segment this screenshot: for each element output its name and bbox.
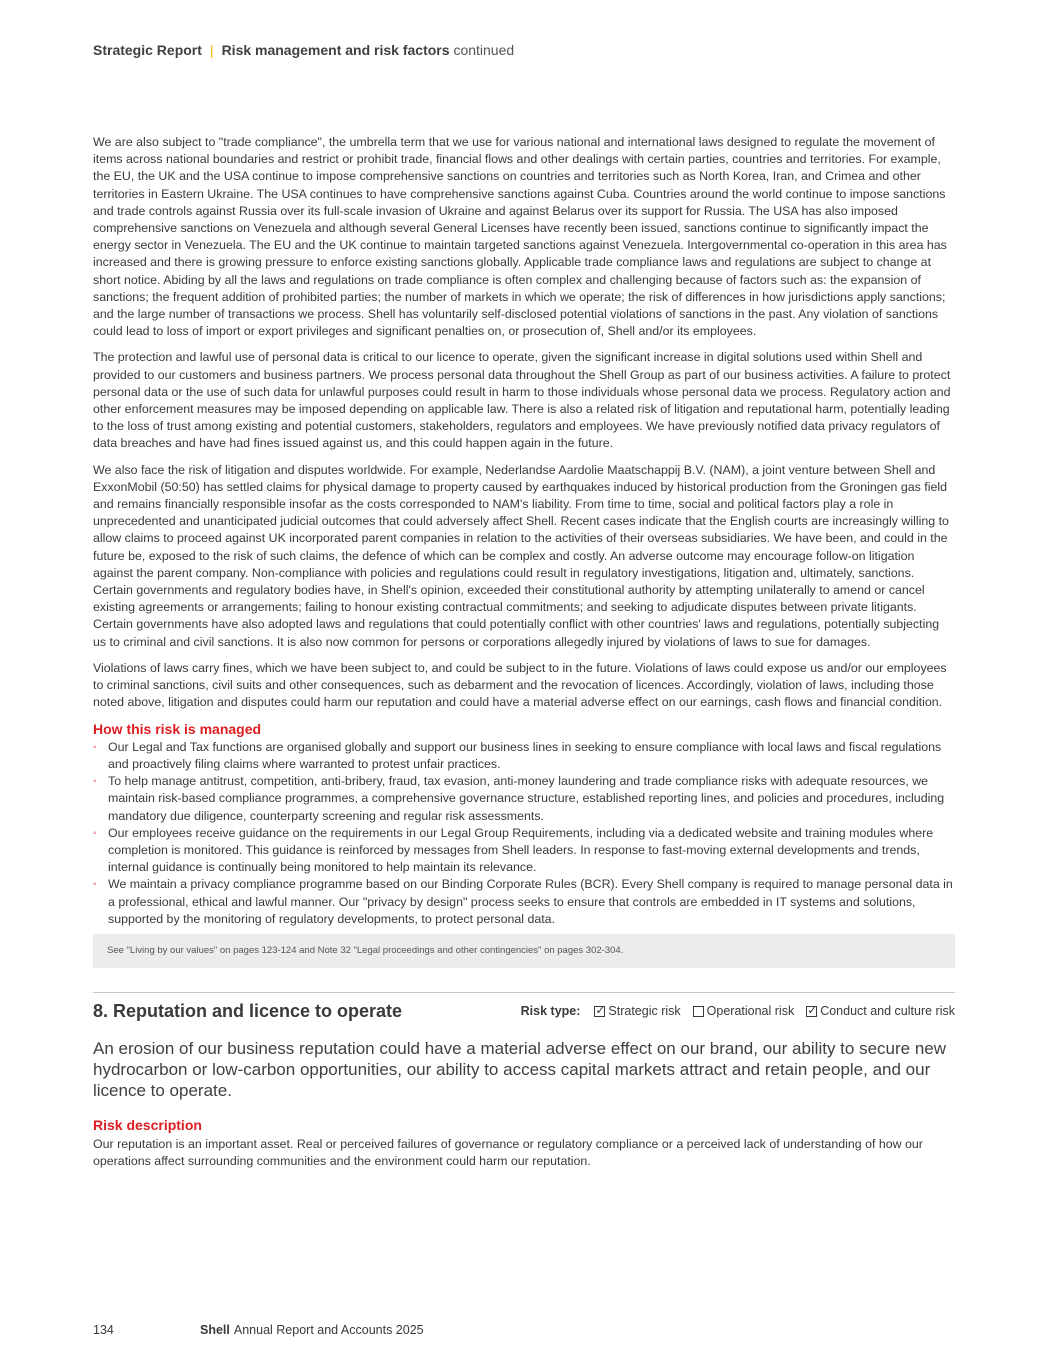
page-number: 134 [93,1323,114,1337]
bullet-icon: ◦ [93,827,97,839]
paragraph-violations: Violations of laws carry fines, which we have been subject to, and could be subject to in the future. Violations of laws could expose us and/or our employees to criminal sanctions, civil suits and other consequences, such as debarment and the revocation of licences. Accordingly, violation of laws, including those noted above, litigation and disputes could harm our reputation and could have a material adverse effect on our earnings, cash flows and financial condition. [93,660,947,710]
checkbox-checked-icon [594,1006,605,1017]
risk-type-label: Risk type: [520,1004,581,1019]
checkbox-unchecked-icon [693,1006,704,1017]
list-item [93,876,955,928]
bullet-icon: ◦ [93,776,97,788]
page-footer [93,1323,424,1337]
section-divider [93,992,955,993]
checkbox-checked-icon [806,1006,817,1017]
risk-description-text: Our reputation is an important asset. Real or perceived failures of governance or regulatory compliance or a perceived lack of understanding of how our operations affect surrounding communities and the environment could harm our reputation. [93,1136,923,1168]
reference-note: See "Living by our values" on pages 123-124 and Note 32 "Legal proceedings and other contingencies" on pages 302-304. [93,934,955,968]
header-separator: | [209,42,214,58]
section-8-header [93,1003,955,1020]
footer-brand [200,1323,424,1337]
section-8-lead: An erosion of our business reputation could have a material adverse effect on our brand, our ability to secure new hydrocarbon or low-carbon opportunities, our ability to access capital markets attract and retain people, and our licence to operate. [93,1039,947,1101]
bullet-text: Our employees receive guidance on the requirements in our Legal Group Requirements, including via a dedicated website and training modules where completion is monitored. This guidance is reinforced by messages from Shell leaders. In response to fast-moving external developments and trends, internal guidance is continually being monitored to help maintain its relevance. [108,825,934,875]
section-8-title: 8. Reputation and licence to operate [93,1001,403,1022]
header-title: Risk management and risk factors [221,42,450,58]
paragraph-personal-data: The protection and lawful use of personal data is critical to our licence to operate, given the significant increase in digital solutions used within Shell and provided to our customers and business partners. We process personal data throughout the Shell Group as part of our business activities. A failure to protect personal data or the use of such data for unlawful purposes could result in harm to those individuals whose personal data we process. Regulatory action and other enforcement measures may be imposed depending on applicable law. There is also a related risk of litigation and reputational harm, potentially leading to the loss of trust among existing and potential customers, stakeholders, regulators and employees. We have previously notified data privacy regulators of data breaches and have had fines issued against us, and this could happen again in the future. [93,350,951,451]
bullet-icon: ◦ [93,879,97,891]
bullet-text: Our Legal and Tax functions are organised globally and support our business lines in seeking to ensure compliance with local laws and fiscal regulations and proactively filing claims where warranted to protest unfair practices. [108,739,942,771]
paragraph-trade-compliance: We are also subject to "trade compliance", the umbrella term that we use for various national and international laws designed to regulate the movement of items across national boundaries and restrict or prohibit trade, financial flows and other dealings with certain parties, countries and territories. For example, the EU, the UK and the USA continue to impose comprehensive sanctions on countries and territories such as North Korea, Iran, and Crimea and other territories in Eastern Ukraine. The USA continues to have comprehensive sanctions against Cuba. Countries around the world continue to impose sanctions and trade controls against Russia over its full-scale invasion of Ukraine and against Belarus over its support for Russia. The USA has also imposed comprehensive sanctions on Venezuela and although several General Licenses have recently been issued, sanctions continue to significantly impact the energy sector in Venezuela. The EU and the UK continue to maintain targeted sanctions against Venezuela. Intergovernmental co-operation in this area has increased and there is growing pressure to enforce existing sanctions globally. Applicable trade compliance laws and regulations are subject to change at short notice. Abiding by all the laws and regulations on trade compliance is often complex and challenging because of factors such as: the expansion of sanctions; the frequent addition of prohibited parties; the number of markets in which we operate; the risk of differences in how jurisdictions apply sanctions; and the large number of transactions we process. Shell has voluntarily self-disclosed potential violations of sanctions in the past. Any violation of sanctions could lead to loss of import or export privileges and significant penalties on, or prosecution of, Shell and/or its employees. [93,135,947,339]
footer-publication: Annual Report and Accounts 2025 [233,1323,424,1337]
risk-description-heading: Risk description [93,1117,202,1134]
how-risk-managed-heading: How this risk is managed [93,720,262,737]
page-header [93,42,514,58]
paragraph-litigation: We also face the risk of litigation and disputes worldwide. For example, Nederlandse Aardolie Maatschappij B.V. (NAM), a joint venture between Shell and ExxonMobil (50:50) has settled claims for physical damage to property caused by earthquakes induced by historical production from the Groningen gas field and remains financially responsible insofar as the costs corresponded to NAM's liability. From time to time, social and political factors play a role in unprecedented and unanticipated judicial outcomes that could adversely affect Shell. Recent cases indicate that the English courts are increasingly willing to allow claims to proceed against UK incorporated parent companies in relation to the activities of their overseas subsidiaries. We have been, and could in the future be, exposed to the risk of such claims, the defence of which can be complex and costly. An adverse outcome may encourage follow-on litigation against the parent company. Non-compliance with policies and regulations could result in regulatory investigations, litigation and, ultimately, sanctions. Certain governments and regulatory bodies have, in Shell's opinion, exceeded their constitutional authority by attempting unilaterally to amend or cancel existing agreements or arrangements; failing to honour existing contractual commitments; and seeking to adjudicate disputes between private litigants. Certain governments have also adopted laws and regulations that could potentially conflict with other countries' laws and regulations, potentially subjecting us to criminal and civil sanctions. It is also now common for persons or corporations allegedly injured by violations of laws to sue for damages. [93,462,949,649]
list-item [93,825,955,877]
bullet-text: To help manage antitrust, competition, anti-bribery, fraud, tax evasion, anti-money laundering and trade compliance risks with adequate resources, we maintain risk-based compliance programmes, a comprehensive governance structure, established reporting lines, and policies and procedures, including mandatory due diligence, counterparty screening and regular risk assessments. [108,774,945,823]
risk-type-strategic: Strategic risk [608,1004,681,1019]
list-item [93,773,955,825]
risk-type-conduct: Conduct and culture risk [820,1004,955,1019]
risk-type-legend [521,1003,955,1020]
header-section: Strategic Report [93,42,202,58]
bullet-icon: ◦ [93,741,97,753]
main-content [93,134,955,1179]
managed-bullet-list [93,739,955,928]
footer-brand-name: Shell [200,1323,230,1337]
header-continued: continued [453,42,515,58]
bullet-text: We maintain a privacy compliance programme based on our Binding Corporate Rules (BCR). Every Shell company is required to manage personal data in a professional, ethical and lawful manner. Our "privacy by design" process seeks to ensure that controls are embedded in IT systems and solutions, supported by the monitoring of regulatory developments, to protect personal data. [108,877,953,926]
list-item [93,739,955,773]
risk-type-operational: Operational risk [706,1004,795,1019]
